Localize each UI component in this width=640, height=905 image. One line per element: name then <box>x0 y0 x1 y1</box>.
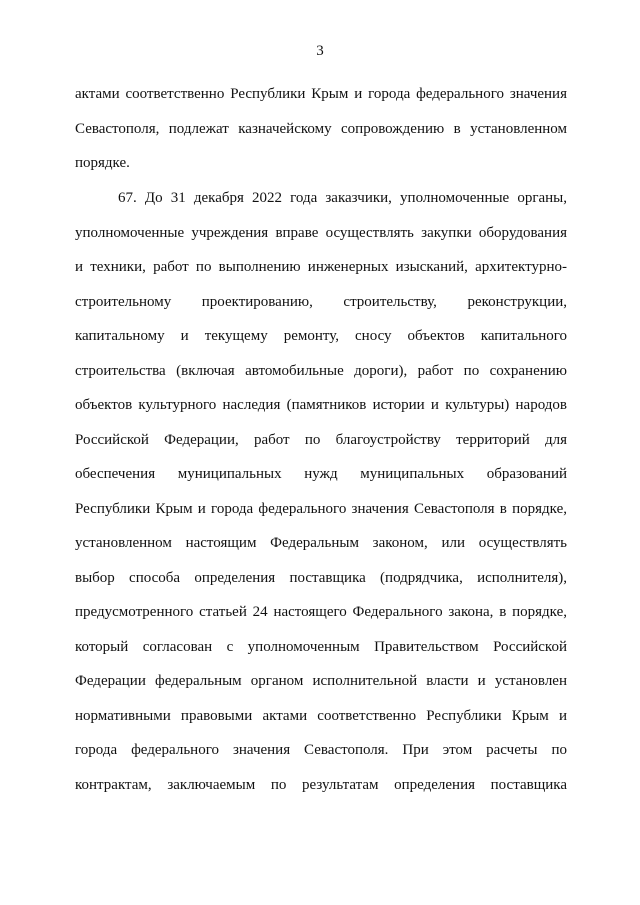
text-line: капитальному и текущему ремонту, сносу объектов капитального <box>75 328 567 344</box>
text-line: который согласован с уполномоченным Правительством Российской <box>75 638 567 655</box>
text-line: строительному проектированию, строительству, реконструкции, <box>75 293 567 310</box>
paragraph-67 <box>75 181 567 802</box>
text-line: обеспечения муниципальных нужд муниципальных образований <box>75 466 567 482</box>
text-line: контрактам, заключаемым по результатам определения поставщика <box>75 776 567 793</box>
text-line: выбор способа определения поставщика (подрядчика, исполнителя), <box>75 569 567 586</box>
text-line: и техники, работ по выполнению инженерных изысканий, архитектурно- <box>75 259 567 275</box>
text-line: Российской Федерации, работ по благоустройству территорий для <box>75 431 567 448</box>
text-line: Республики Крым и города федерального значения Севастополя в порядке, <box>75 500 567 517</box>
text-line: Севастополя, подлежат казначейскому сопровождению в установленном <box>75 120 567 137</box>
text-line: актами соответственно Республики Крым и города федерального значения <box>75 86 567 102</box>
text-line: уполномоченные учреждения вправе осуществлять закупки оборудования <box>75 224 567 241</box>
page-number: 3 <box>316 43 324 59</box>
text-line: Федерации федеральным органом исполнительной власти и установлен <box>75 673 567 689</box>
continuation-paragraph <box>75 77 567 181</box>
text-line: строительства (включая автомобильные дороги), работ по сохранению <box>75 362 567 379</box>
text-line: города федерального значения Севастополя. При этом расчеты по <box>75 742 567 758</box>
text-line: установленном настоящим Федеральным законом, или осуществлять <box>75 535 567 551</box>
text-line: предусмотренного статьей 24 настоящего Федерального закона, в порядке, <box>75 604 567 620</box>
text-line: объектов культурного наследия (памятников истории и культуры) народов <box>75 397 567 413</box>
text-line: нормативными правовыми актами соответственно Республики Крым и <box>75 707 567 724</box>
text-line: 67. До 31 декабря 2022 года заказчики, уполномоченные органы, <box>118 190 567 206</box>
text-line: порядке. <box>75 155 130 171</box>
